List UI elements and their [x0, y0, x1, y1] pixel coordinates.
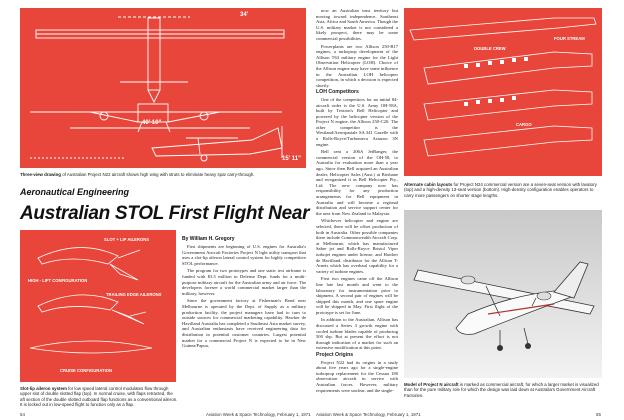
paragraph: now an Australian trust territory but moving toward independence, Southeast Asia, Africa and South America. Though the U.S. military market is not considered a likely prospect, there may be some commercial possibilities. — [316, 8, 398, 41]
wing-diagram — [20, 230, 176, 382]
heading-loh-competitors: LOH Competitors — [316, 89, 359, 96]
model-photo — [404, 210, 602, 378]
cabin-layouts-drawing — [404, 8, 602, 176]
article-column-2 — [316, 8, 398, 406]
paragraph: In addition to the Australian, Allison has discussed a Series 3 growth engine with cooled turbine blades capable of producing 500 shp. But at present the effort is not through indication of a market for such an extensive modification at this point. — [316, 317, 398, 351]
paragraph: Project N22 had its origins in a study about five years ago for a single-engine turboprop replacement for the Cessna 180 observation aircraft in service with Australian forces. However, military requirements were unclear, and the single- — [316, 359, 398, 393]
label-cruise: CRUISE CONFIGURATION — [60, 368, 113, 373]
paragraph: Powerplants are two Allison 250-B17 engines, a turboprop development of the Allison T63 military engine for the Light Observation Helicopter (LOH). Choice of the Allison engine may have some influence in the Australian LOH helicopter competition, in which a decision is expected shortly. — [316, 43, 398, 88]
wing-caption: Slot-lip aileron system for low speed lateral control modulates flow through upper slot of double slotted flap (top). In normal cruise, with flaps retracted, the aft section of the double slotted outboard flap functions as a conventional aileron. It is locked out in low-speed flight to function only as a flap. — [20, 386, 178, 407]
label-trailing-edge: TRAILING EDGE AILERONS — [106, 292, 162, 297]
left-footer-text: Aviation Week & Space Technology, February 1, 1971 — [206, 412, 311, 417]
label-high-lift: HIGH - LIFT CONFIGURATION — [28, 278, 88, 283]
paragraph: Whichever helicopter and engine are selected, there will be offset production of both in Australia. Other possible companies there include Commonwealth Aircraft Corp. at Melbourne, which has manufactured Sabre jet and Rolls-Royce Bristol Viper turbojet engines under license, and Hawker de Havilland, distributor for the Allison T-Arneis which has overhaul capability for a variety of turbine engines. — [316, 218, 398, 274]
section-label: Aeronautical Engineering — [20, 187, 130, 197]
cabin-layouts-svg — [404, 8, 602, 176]
label-four-stream: FOUR STREAM — [554, 36, 585, 41]
three-view-svg — [20, 8, 306, 168]
paragraph: First shipments are beginning of U.S. engines for Australia's Government Aircraft Factories Project N light utility transport that uses a slot-lip aileron lateral control system for highly competitive STOL performance. — [182, 244, 306, 266]
heading-project-origins: Project Origins — [316, 352, 354, 359]
paragraph: The program for two prototypes and one static test airframe is funded with $3.5 million in Defense Dept. funds for a multi-purpose military aircraft for the Australian army and air force. The developers foresee a world commercial market larger than the military, however. — [182, 268, 306, 296]
right-page-number: 55 — [596, 412, 601, 417]
dim-top: 34' — [240, 12, 249, 18]
right-footer-text: Aviation Week & Space Technology, February 1, 1971 — [316, 412, 421, 417]
drawing-caption: Three-view drawing of Australian Project N22 aircraft shows high wing with struts to eliminate heavy spar carry-through. — [20, 172, 255, 177]
left-page-number: 54 — [20, 412, 25, 417]
dim-bottom: 40' 10" — [142, 120, 162, 126]
cabin-caption: Alternate cabin layouts for Project N24 commercial version are a seven-seat version with lavatory (top) and a high-density 13-seat version (bottom). High-density configuration enables operators to carry more passengers on shorter stage lengths. — [404, 182, 597, 198]
label-cargo: CARGO — [516, 122, 532, 127]
headline: Australian STOL First Flight Near — [20, 203, 310, 224]
model-photo-svg — [404, 210, 602, 378]
model-caption: Model of Project N aircraft is marked as commercial aircraft, for which a larger market is visualized than for the pure military role for which the design was laid down at Australia's Government Aircraft Factories. — [404, 382, 599, 398]
paragraph: Bell sent a 206A JetRanger, the commercial version of the OH-58, to Australia for evaluation more than a year ago. Since then Bell acquired an Australian dealer, Helicopter Sales (Aust.) at Brisbane and reorganized it as Bell Helicopter Pty., Ltd. The new company now has responsibility for any production arrangements for Bell equipment in Australia and will become a regional distribution and service support center for the area from New Zealand to Malaysia. — [316, 149, 398, 216]
three-view-drawing — [20, 8, 306, 168]
label-double-crew: DOUBLE CREW — [474, 46, 506, 51]
article-column-1 — [182, 244, 306, 408]
paragraph: One of the competitors for an initial 84-aircraft order is the U.S. Army OH-58A, built by Textron's Bell Helicopter and powered by the helicopter version of the Project N engine, the Allison 250-C20. The other competitor is the Westland/Aerospatiale SA.341 Gazelle with a Rolls-Royce/Turbomeca Astazou 3N engine. — [316, 96, 398, 147]
byline: By William H. Gregory — [182, 236, 235, 242]
label-slot-lip: SLOT + LIP AILERONS — [104, 237, 150, 242]
paragraph: Since the government factory at Fisherman's Bend near Melbourne is operated by the Dept. of Supply as a military production facility, the project managers have had to turn to outside sources for commercial marketing capability. Hawker de Havilland Australia has completed a Southeast Asia market survey, and Australian enthusiasts have received engineering data for distribution in potential customer countries. Largest potential market for a commercial Project N is expected to be in New Guinea/Papua, — [182, 298, 306, 349]
paragraph: First two engines came off the Allison line late last month and went to the laboratory for instrumentation prior to shipment. A second pair of engines will be shipped this month, and one spare engine will be shipped in May. First flight of the prototype is set for June. — [316, 276, 398, 315]
dim-side: 15' 11" — [282, 156, 301, 162]
wing-diagram-svg — [20, 230, 176, 382]
